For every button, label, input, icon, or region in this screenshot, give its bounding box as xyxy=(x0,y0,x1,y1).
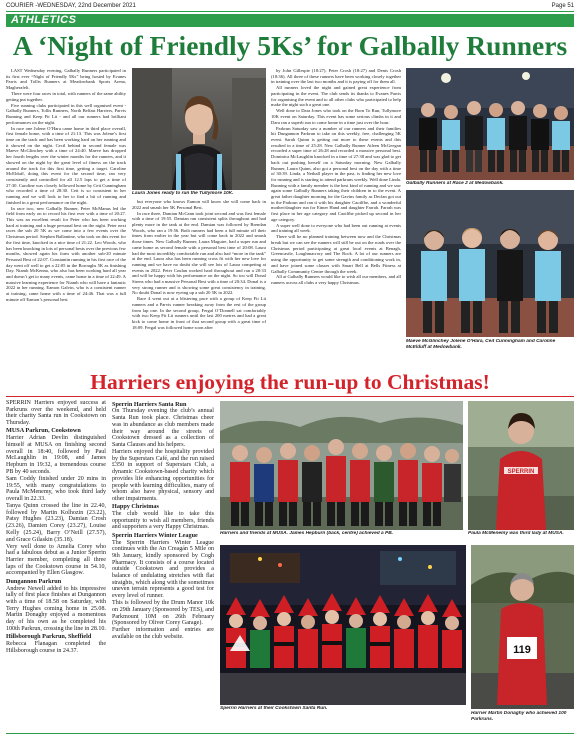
harriers-column-1 xyxy=(6,400,106,732)
photo-galbally-runners-race2-image xyxy=(406,68,574,180)
photo-laura-jones-image xyxy=(132,68,266,190)
paragraph: The club would like to take this opportunity to wish all members, friends and supporters a very Happy Christmas. xyxy=(112,511,214,531)
photo-santa-run-image xyxy=(220,545,466,705)
headline-harriers-rule xyxy=(6,396,574,397)
caption-santa-run: Sperrin Harriers at their Cookstown Santa Run. xyxy=(220,706,328,711)
caption-four-runners: Maeve McGlinchey Jolene O’Hara, Ceit Cunningham and Caroline McElduff at Medowbank. xyxy=(406,339,556,350)
section-label: ATHLETICS xyxy=(11,14,77,26)
subheading: Hillsborough Parkrun, Sheffield xyxy=(6,632,92,640)
photo-four-runners-image xyxy=(406,190,574,337)
paragraph: The Sperrin Harriers Winter League continues with the An Creagán 5 Mile on 9th January, kindly sponsored by Cogh Pharmacy. It consists of a course located outside Cookstown and provides a balance of undulating stretches with flat straights, which along with the sometimes uneven terrain represents a good test for every level of runner. xyxy=(112,539,214,600)
subheading: Happy Christmas xyxy=(112,503,159,511)
paragraph: All runners loved the night and gained great experience from participating in the event. The club sends its thanks to Evanes Parris for organising the event and to all other clubs who participated to help make the night such a great one. xyxy=(271,85,401,108)
caption-laura-jones: Laura Jones ready to run the Tullymore 10K. xyxy=(132,191,234,196)
photo-martin-donaghy xyxy=(471,545,574,709)
headline-galbally: A ‘Night of Friendly 5Ks’ for Galbally Runners xyxy=(12,30,568,61)
photo-harriers-musa-image xyxy=(220,401,463,530)
caption-galbally-race2: Galbally Runners at Race 2 at Medowbank. xyxy=(406,181,504,186)
photo-harriers-musa xyxy=(220,401,463,530)
sperrin-shirt-text: SPERRIN xyxy=(507,469,535,475)
subheading: MUSA Parkrun, Cookstown xyxy=(6,427,81,435)
paragraph: by John Gillespie (18:27), Peter Crosh (18:27) and Denis Crosh (18:36). All three of these runners have been working closely together in training over the last two months and it is paying off for them all. xyxy=(271,68,401,85)
paragraph: SPERRIN Harriers enjoyed success at Parkruns over the weekend, and held their charity Santa run in Cookstown on Thursday. xyxy=(6,400,106,427)
headline-harriers: Harriers enjoying the run-up to Christmas! xyxy=(90,370,490,394)
paragraph: Well done to Dara Jones who took on the Born To Run, Tullymore 10K event on Saturday. This event has some serious climbs in it and Dara ran a superb run to come home in a time just over the hour. xyxy=(271,108,401,125)
subheading: Sperrin Harriers Santa Run xyxy=(112,400,187,408)
subheading: Dungannon Parkrun xyxy=(6,577,62,585)
photo-galbally-runners-race2 xyxy=(406,68,574,180)
photo-santa-run xyxy=(220,545,466,705)
paragraph: Parkrun Saturday saw a number of our runners and their families hit Dungannon Parkrun to take on this weekly, free, challenging 5K event. Sarah Quinn is getting out more to these events and this resulted in a time of 25:28. New Galbally Runner Aileen McGeegan recorded a super time of 26:28 and recorded a massive personal best. Dominica McLaughlin knocked in a time of 27:38 and was glad to get back out pushing herself on a Saturday morning. New Galbally Runner, Laura Quinn, also got a personal best on the day with a time of 30:39. Linda, a Netball player in the past, is finding her new love for running and is starting to attend parkruns weekly. Well done Linda. Running with a family member is the best kind of running and we saw again some Galbally Runners taking their children in to the event. A great father daughter morning for the Gavins family as Declan got out in the Parkrun and ran it with his daughter Caoilfhe, and a wonderful mother/daughter run for Eimer Hand and daughter Farrah. Farrah was first place in her age category and Caoilfhe picked up second in her age category. xyxy=(271,125,401,222)
paragraph: Further information and entries are available on the club website. xyxy=(112,627,214,641)
paragraph: In race three, Damian McCann took joint second and was first female with a time of 19:55. Damian ran consistent splits throughout and had plenty more in the tank at the end. Damian was followed by Brendan Woods, who ran a 19:56. Both runners had been a full minute off their times from earlier in the year but will come back in 2022 and smash those times. New Galbally Runner, Laura Maguire, had a super run and came home as second female with a personal best time of 20:08. Laura had the most incredibly comfortable run and also had “more in the tank” at the end. Laura also has been running cross fit with her new love for running and we have no doubt she will see lots of Laura competing at events in 2022. Peter Coulan worked hard throughout and ran a 20:33 and will be happy with his performance on the night. So too will Donal Sirens who had a massive Personal Best with a time of 20:34. Donal is a very strong runner and is showing some great consistency in training. No doubt Donal is now eyeing up a sub 20 5K in 2022. xyxy=(132,210,266,296)
race-bib-number: 119 xyxy=(513,644,531,656)
header-rule xyxy=(6,11,574,12)
paragraph: but everyone who knows Eamon will know she will come back in 2022 and smash her 5K Personal Best. xyxy=(132,199,266,210)
paragraph: All at Galbally Runners would like to wish all our members, and all runners across all clubs a very happy Christmas. xyxy=(271,274,401,286)
paragraph: There will be no planned training between now and the Christmas break but we can see the runners will still be out on the roads over the Christmas period participating at great local events at Benagh, Greencastle, Loughmacrory and The Rock. A lot of our runners are using the opportunity to get some strength and conditioning work in, and have joined some classes with Smart Bell at Bells Fitness at Galbally Community Centre through the week. xyxy=(271,234,401,274)
paragraph: Harrier Adrian Devlin distinguished himself at MUSA on finishing second overall in 18:40, followed by Paul McLaughlin in 19:08, and James Hepburn in 19:32, a tremendous course PB by 40 seconds. xyxy=(6,435,106,475)
paragraph: A super well done to everyone who had been out running at events and training all week. xyxy=(271,222,401,234)
photo-four-runners xyxy=(406,190,574,337)
publication-date: COURIER -WEDNESDAY, 22nd December 2021 xyxy=(6,3,136,9)
paragraph: Race 4 went out at a blistering pace with a group of Keep Fit Lit runners and a Parvis runner breaking away from the rest of the group from lap one. In the second group, Fergal O’Donnell sat comfortably with two Keep Fit Lit runners until the last 200 metres and had a great kick to come home in front of that second group with a great time of 18:09. Fergal was followed home soon after xyxy=(132,296,266,330)
caption-martin: Harrier Martin Donaghy who achieved 100 Parkruns. xyxy=(471,711,567,722)
paragraph: On Thursday evening the club’s annual Santa Run took place. Christmas cheer was in abundance as club members made their way around the streets of Cookstown dressed as a collection of Santa Clauses and his helpers. xyxy=(112,408,214,448)
paragraph: Very well done to Amelia Corey who had a fabulous debut as a Junior Sperrin Harrier member, completing all three laps of the Cookstown course in 54.10, accompanied by Ellen Glasgow. xyxy=(6,543,106,577)
section-bar xyxy=(6,14,574,27)
paragraph: Tanya Quinn crossed the line in 22.40, followed by Martin Kolhozin (23.22), Patsy Hughes (23.23), Damian Crosh (23.26), Damien Corey (23.27), Louise Kelly (25.24), Barry O’Neill (27.57), and Grace Gilaskin (35.18). xyxy=(6,503,106,543)
caption-paula: Paula McMenemy was third lady at MUSA. xyxy=(468,531,564,536)
photo-laura-jones xyxy=(132,68,266,190)
paragraph: There were four races in total, with runners of the same ability getting put together. xyxy=(6,91,126,102)
paragraph: Five running clubs participated in this well organised event - Galbally Runners, Tollis Runners, North Belfast Harriers, Parvis Running and Keep Fit Lit - and all our runners had brilliant performances on the night. xyxy=(6,102,126,125)
paragraph: Harriers enjoyed the hospitality provided by the Superstars Café, and the run raised £350 in support of Superstars Club, a dynamic Cookstown-based charity which provides life enhancing opportunities for people with learning difficulties, many of whom also have physical, sensory and other impairments. xyxy=(112,449,214,502)
paragraph: Rebecca Flanagan completed the Hillsborough course in 24.37. xyxy=(6,640,106,654)
page-number: Page 51 xyxy=(551,3,574,9)
bottom-rule xyxy=(6,733,574,734)
article-column-1 xyxy=(6,68,126,368)
photo-paula-mcmenemy xyxy=(468,401,574,530)
paragraph: LAST Wednesday evening, Galbally Runners participated in its first ever “Night of Friendly 5Ks” being hosted by Evanes Parris and Tollis Runners at Meadowbank Sports Arena, Magherafelt. xyxy=(6,68,126,91)
photo-paula-image xyxy=(468,401,574,530)
harriers-column-2 xyxy=(112,400,214,732)
paragraph: Sam Coddy finished under 20 mins in 19:55, with many congratulations to Paula McMenemy, who took third lady overall in 22.33. xyxy=(6,475,106,502)
article-column-2 xyxy=(132,199,266,368)
paragraph: In race one Jolene O’Hara came home in third place overall, first female home, with a time of 21:13. This was Jolene’s first time on the track and has been working hard on her running and it showed on the night. Cecil behind in second female was Maeve McGlinchey with a time of 24:40. Maeve has dropped her fourth lengths over the winter months for the runners, and it showed on the night by the great level of fitness on the track around the track for this first time, getting a target. Caroline McElduff, doing this event for the second time, ran very consistently and controlled for all 12.5 laps to get a time of 27:30. Caroline was closely followed home by Ceit Cunningham who recorded a time of 28:30. Ceit is so consistent in her running and we will look to her to find a bit of running and finished in a great performance on the night. xyxy=(6,125,126,205)
subheading: Sperrin Harriers Winter League xyxy=(112,531,198,539)
article-column-3 xyxy=(271,68,401,368)
paragraph: This is followed by the Drum Manor 10k on 29th January (Sponsored by TES), and Parkmount 10M on 26th February (Sponsored by Oliver Corey Garage). xyxy=(112,600,214,627)
caption-harriers-musa: Harriers and friends at MUSA. James Hepburn (back, centre) achieved a PB. xyxy=(220,531,394,536)
photo-martin-image xyxy=(471,545,574,709)
paragraph: Andrew Newell added to his impressive tally of first place finishes at Dungannon with a time of 18.58 on Saturday, with Terry Hughes coming home in 25.08. Martin Donaghy enjoyed a momentous day of his own as he completed his 100th Parkrun, crossing the line in 28.10. xyxy=(6,585,106,632)
paragraph: In race two, new Galbally Runner, Peter McManus led the field from early on to record his first ever with a time of 20:27. This was an excellent result for Peter who has been working hard at training and a huge personal best on the night. Peter next races the sub 20 5K as we come into a few events over the Christmas period. Stephen Ballantine, who took on this event for the first time, knocked in a nice time of 21:22. Leo Woods, who has been knocking in lots of personal bests over the previous few months, showed again his form with another sub-20 minute Personal Best of 22:07. Constantin running in his first race of the day went off well to get a 22:05 in the Boroughs 5K as finishing Day. Niamh McKenna, who also has been working hard all year and doesn’t get to many events, came home in a time of 22:49. A massive learning experience for Niamh who will have a fantastic 2022 in her running. Eamon Galvin, who is a consistent runner at training, came home with a time of 24:46. That was a full minute off Eamon’s personal best xyxy=(6,205,126,302)
